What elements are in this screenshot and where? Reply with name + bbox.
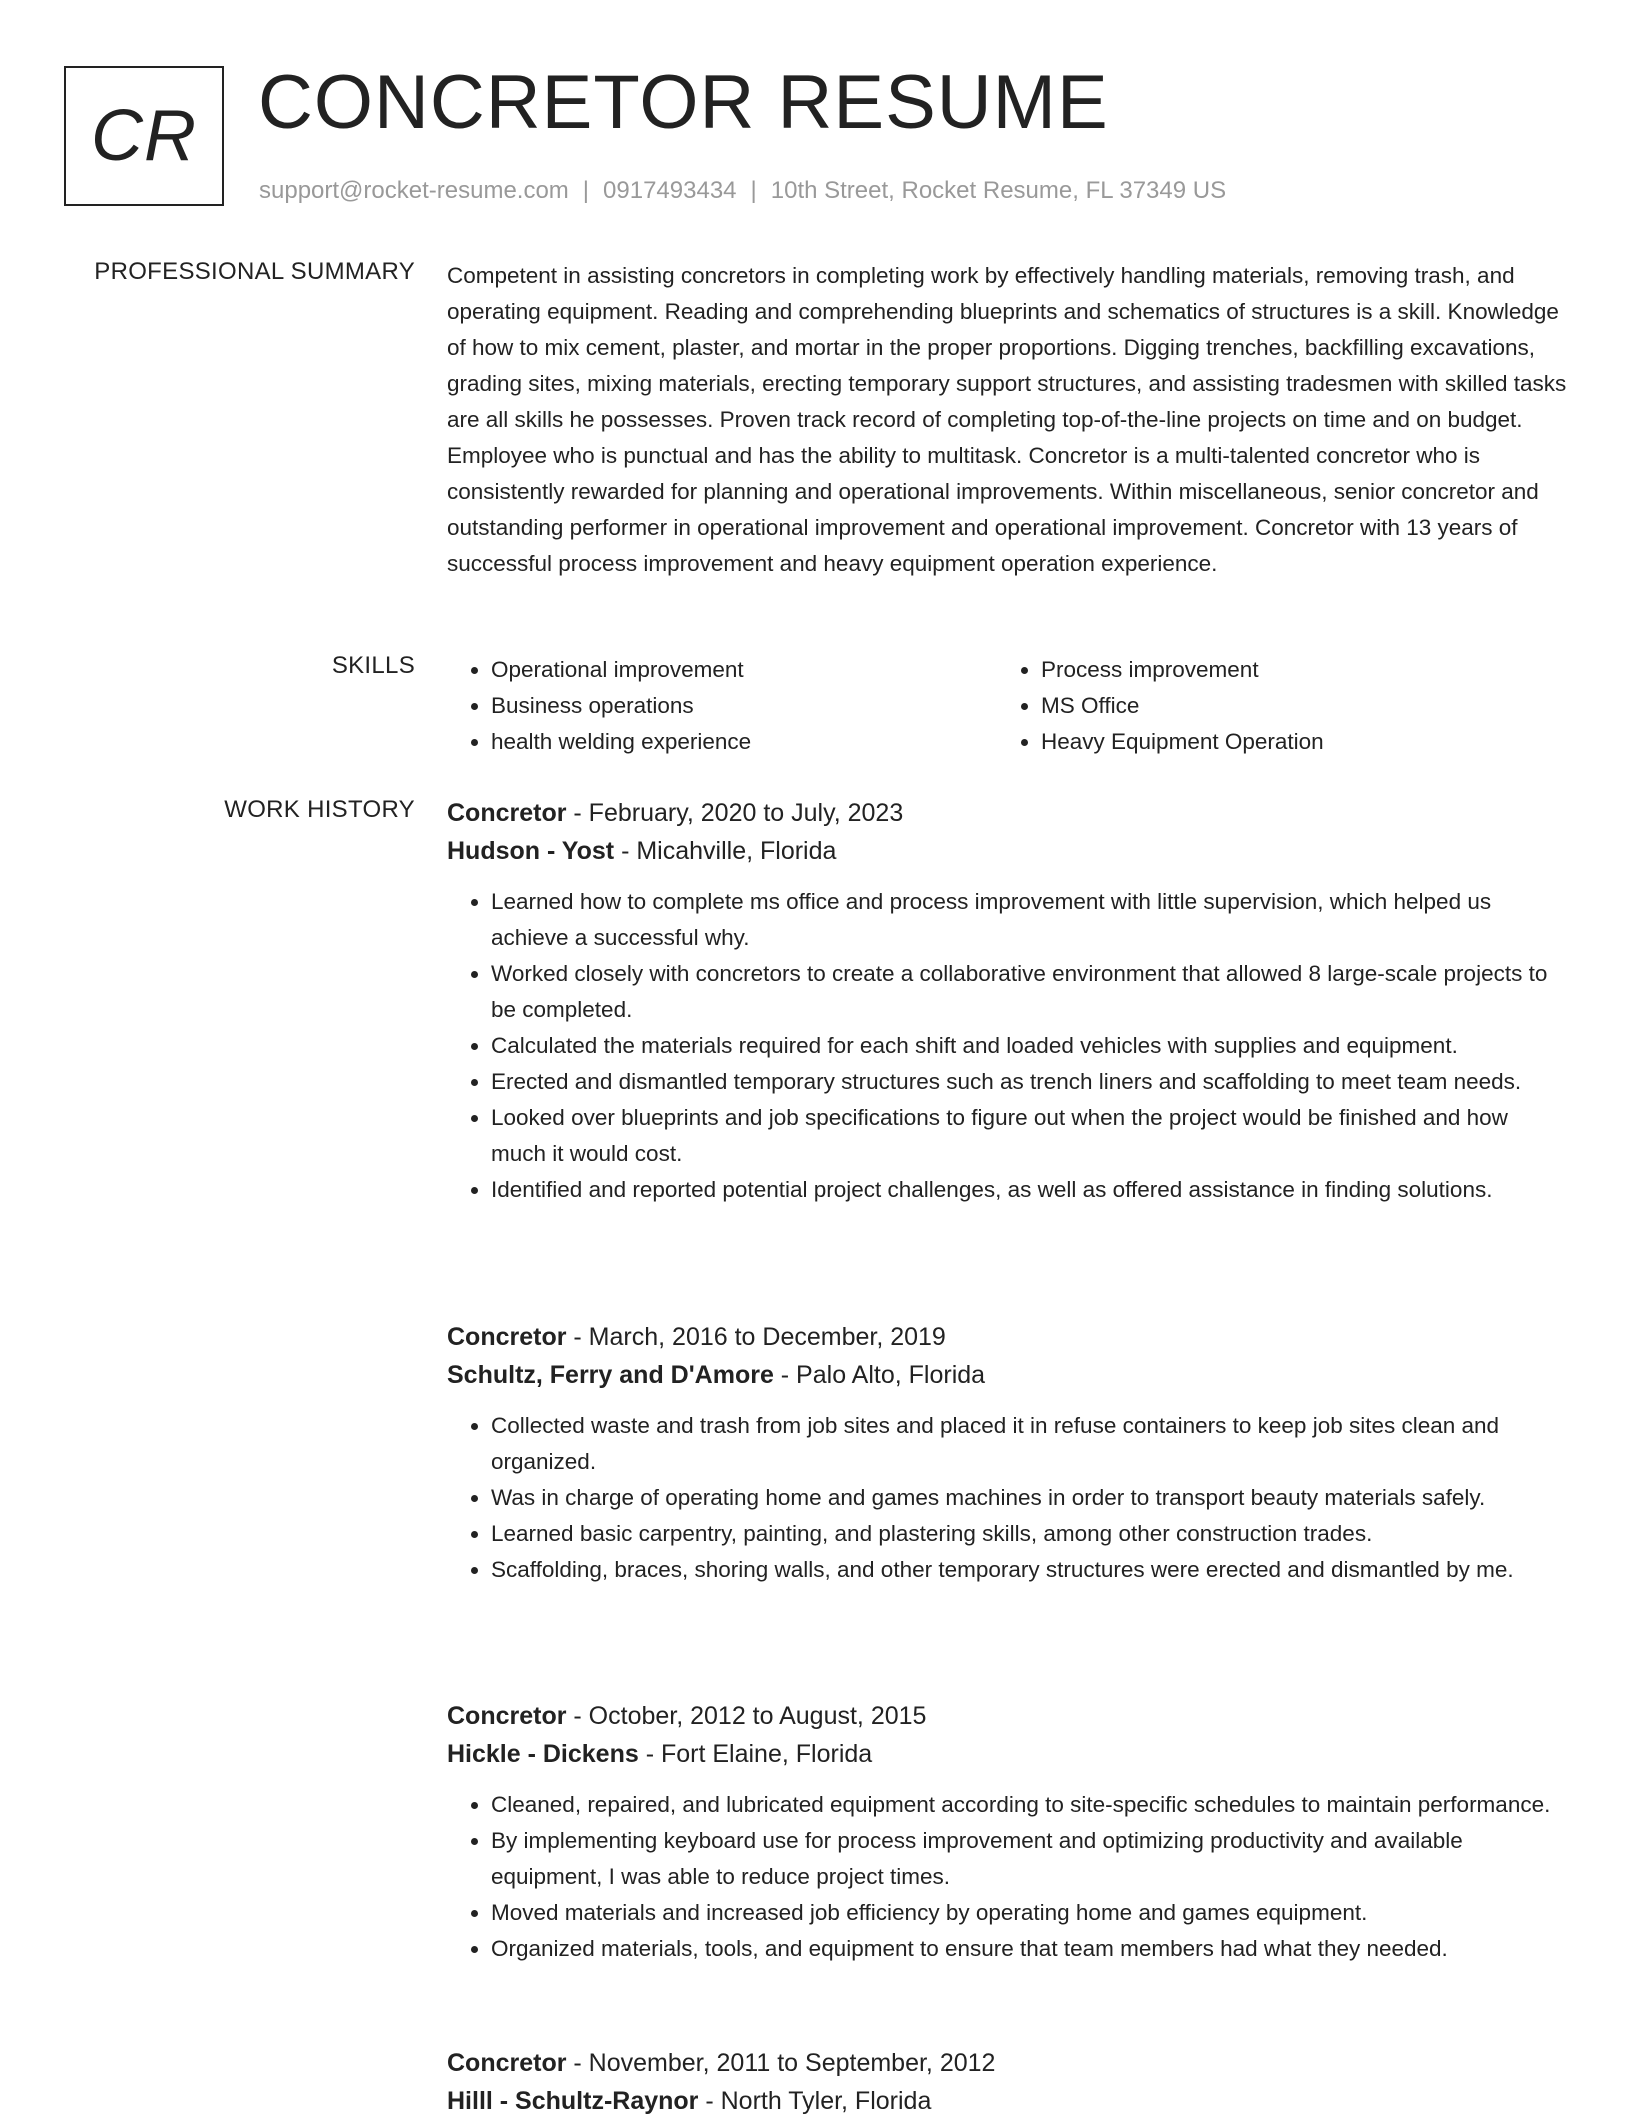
company-location: - Fort Elaine, Florida <box>638 1740 873 1768</box>
company-location: - Palo Alto, Florida <box>773 1361 986 1389</box>
job-bullets <box>447 1408 1567 1588</box>
job-entry <box>447 1697 1567 1967</box>
company-name: Schultz, Ferry and D'Amore <box>447 1361 774 1389</box>
company-line <box>447 1735 1567 1773</box>
skill-item: • Business operations <box>491 688 997 724</box>
job-title: Concretor <box>447 799 567 827</box>
resume-title: CONCRETOR RESUME <box>258 60 1109 145</box>
company-line <box>447 832 1567 870</box>
summary-heading: PROFESSIONAL SUMMARY <box>94 258 415 285</box>
job-bullet: • Worked closely with concretors to create a collaborative environment that allowed 8 large-scale projects to be completed. <box>491 956 1567 1028</box>
job-title-line <box>447 1697 1567 1735</box>
job-bullet: • Organized materials, tools, and equipment to ensure that team members had what they needed. <box>491 1931 1567 1967</box>
job-entry <box>447 1318 1567 1588</box>
job-bullets <box>447 1787 1567 1967</box>
company-location: - Micahville, Florida <box>614 837 837 865</box>
job-bullet: • Moved materials and increased job efficiency by operating home and games equipment. <box>491 1895 1567 1931</box>
job-dates: - October, 2012 to August, 2015 <box>566 1702 927 1730</box>
job-dates: - November, 2011 to September, 2012 <box>566 2049 996 2077</box>
job-bullet: • Erected and dismantled temporary structures such as trench liners and scaffolding to meet team needs. <box>491 1064 1567 1100</box>
company-line <box>447 1356 1567 1394</box>
skill-item: • Process improvement <box>1041 652 1547 688</box>
skill-item: • health welding experience <box>491 724 997 760</box>
job-bullet: • Identified and reported potential project challenges, as well as offered assistance in finding solutions. <box>491 1172 1567 1208</box>
job-bullet: • Scaffolding, braces, shoring walls, and other temporary structures were erected and dismantled by me. <box>491 1552 1567 1588</box>
company-location: - North Tyler, Florida <box>698 2087 932 2115</box>
skills-column-right <box>997 652 1547 760</box>
job-title: Concretor <box>447 2049 567 2077</box>
skills-column-left <box>447 652 997 760</box>
job-title-line <box>447 1318 1567 1356</box>
monogram-box <box>64 66 224 206</box>
job-bullet: • Looked over blueprints and job specifications to figure out when the project would be finished and how much it would cost. <box>491 1100 1567 1172</box>
job-entry <box>447 2044 1567 2120</box>
contact-separator: | <box>750 177 757 204</box>
job-bullet: • Collected waste and trash from job sites and placed it in refuse containers to keep job sites clean and organized. <box>491 1408 1567 1480</box>
job-bullets <box>447 884 1567 1208</box>
company-name: Hickle - Dickens <box>447 1740 639 1768</box>
skills-grid <box>447 652 1567 760</box>
company-name: Hudson - Yost <box>447 837 615 865</box>
contact-separator: | <box>582 177 590 204</box>
skill-item: • Operational improvement <box>491 652 997 688</box>
skills-heading: SKILLS <box>331 652 415 679</box>
job-bullet: • Calculated the materials required for each shift and loaded vehicles with supplies and equipment. <box>491 1028 1567 1064</box>
contact-phone[interactable]: 0917493434 <box>603 177 737 204</box>
job-bullet: • By implementing keyboard use for process improvement and optimizing productivity and available equipment, I was able to reduce project times. <box>491 1823 1567 1895</box>
skill-item: • Heavy Equipment Operation <box>1041 724 1547 760</box>
job-dates: - March, 2016 to December, 2019 <box>566 1323 946 1351</box>
job-title-line <box>447 794 1567 832</box>
company-name: Hilll - Schultz-Raynor <box>447 2087 699 2115</box>
job-dates: - February, 2020 to July, 2023 <box>566 799 904 827</box>
job-title: Concretor <box>447 1323 567 1351</box>
job-entry <box>447 794 1567 1208</box>
job-bullet: • Learned how to complete ms office and process improvement with little supervision, which helped us achieve a successful why. <box>491 884 1567 956</box>
company-line <box>447 2082 1567 2120</box>
contact-line <box>259 176 1226 206</box>
contact-email[interactable]: support@rocket-resume.com <box>259 177 569 204</box>
work-history-heading: WORK HISTORY <box>224 796 415 823</box>
job-bullet: • Cleaned, repaired, and lubricated equipment according to site-specific schedules to maintain performance. <box>491 1787 1567 1823</box>
job-bullet: • Was in charge of operating home and games machines in order to transport beauty materials safely. <box>491 1480 1567 1516</box>
job-bullet: • Learned basic carpentry, painting, and plastering skills, among other construction trades. <box>491 1516 1567 1552</box>
job-title: Concretor <box>447 1702 567 1730</box>
monogram-initials: CR <box>91 96 197 176</box>
summary-text: Competent in assisting concretors in completing work by effectively handling materials, removing trash, and operating equipment. Reading and comprehending blueprints and schematics of structures is a skill. Knowledge of how to mix cement, plaster, and mortar in the proper proportions. Digging trenches, backfilling excavations, grading sites, mixing materials, erecting temporary support structures, and assisting tradesmen with skilled tasks are all skills he possesses. Proven track record of completing top-of-the-line projects on time and on budget. Employee who is punctual and has the ability to multitask. Concretor is a multi-talented concretor who is consistently rewarded for planning and operational improvements. Within miscellaneous, senior concretor and outstanding performer in operational improvement and operational improvement. Concretor with 13 years of successful process improvement and heavy equipment operation experience. <box>447 263 1567 576</box>
skill-item: • MS Office <box>1041 688 1547 724</box>
contact-address: 10th Street, Rocket Resume, FL 37349 US <box>770 177 1227 204</box>
job-title-line <box>447 2044 1567 2082</box>
